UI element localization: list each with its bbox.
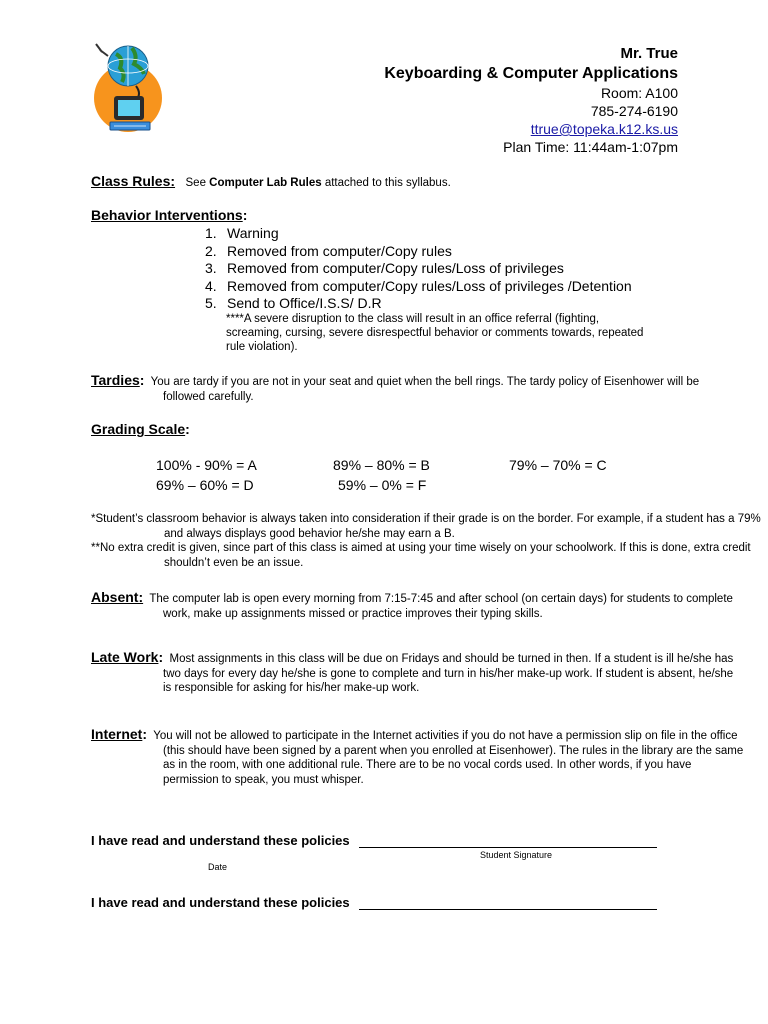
absent-section: Absent: The computer lab is open every morning from 7:15-7:45 and after school (on certain days) for students to complete work, make up assignments missed or practice improves their typing skills.: [91, 589, 733, 620]
grading-note-2: **No extra credit is given, since part of this class is aimed at using your time wisely on your schoolwork. If this is done, extra credit shouldn’t even be an issue.: [91, 542, 751, 569]
teacher-name: Mr. True: [620, 45, 678, 62]
grading-title: Grading Scale:: [91, 421, 190, 437]
late-work-text: Most assignments in this class will be due on Fridays and should be turned in then. If a student is ill he/she has two days for every day he/she is gone to complete and turn in his/her make-up work. If student is absent, he/she is responsible for asking for his/her make-up work.: [163, 653, 734, 694]
grading-note-1: *Student’s classroom behavior is always taken into consideration if their grade is on the border. For example, if a student has a 79% and always displays good behavior he/she may earn a B.: [91, 513, 761, 540]
room-number: Room: A100: [600, 85, 678, 101]
student-signature-label: Student Signature: [480, 850, 553, 860]
student-signature-line[interactable]: [359, 833, 657, 848]
list-item: 1. Warning: [205, 225, 279, 241]
date-label: Date: [208, 862, 228, 872]
globe-computer-logo-icon: [86, 38, 168, 138]
internet-section: Internet: You will not be allowed to participate in the Internet activities if you do not have a permission slip on file in the office (this should have been signed by a parent when you enrolled at Eisenhower). The rules in the library are the same as in the room, with one additional rule. There are to be no vocal cords used. In other words, if you have permission to speak, you must whisper.: [91, 726, 744, 786]
list-item: 3. Removed from computer/Copy rules/Loss of privileges: [205, 260, 564, 276]
behavior-note: ****A severe disruption to the class will result in an office referral (fighting, screaming, cursing, severe disrespectful behavior or comments towards, repeated rule violation).: [226, 313, 644, 353]
list-item: 4. Removed from computer/Copy rules/Loss of privileges /Detention: [205, 277, 632, 294]
tardies-section: Tardies: You are tardy if you are not in your seat and quiet when the bell rings. The tardy policy of Eisenhower will be followed carefully.: [91, 372, 700, 403]
class-rules-section: [91, 173, 691, 191]
signature-statement-1: I have read and understand these policies: [91, 833, 657, 848]
absent-text: The computer lab is open every morning from 7:15-7:45 and after school (on certain days) for students to complete work, make up assignments missed or practice improves their typing skills.: [149, 593, 733, 620]
parent-signature-line[interactable]: [359, 895, 657, 910]
late-work-section: Late Work: Most assignments in this class will be due on Fridays and should be turned in then. If a student is ill he/she has two days for every day he/she is gone to complete and turn in his/her make-up work. If student is absent, he/she is responsible for asking for his/her make-up work.: [91, 649, 734, 694]
email-link[interactable]: ttrue@topeka.k12.ks.us: [530, 121, 678, 137]
phone-number: 785-274-6190: [590, 103, 678, 119]
plan-time: Plan Time: 11:44am-1:07pm: [503, 139, 678, 155]
list-item: 2. Removed from computer/Copy rules: [205, 242, 452, 259]
course-title: Keyboarding & Computer Applications: [384, 65, 678, 82]
grade-c: 79% – 70% = C: [509, 457, 607, 473]
list-item: 5. Send to Office/I.S.S/ D.R: [205, 295, 382, 311]
class-rules-title: Class Rules:: [91, 173, 176, 189]
class-rules-text: See Computer Lab Rules attached to this syllabus.: [185, 177, 451, 189]
grade-b: 89% – 80% = B: [333, 457, 430, 473]
grade-d: 69% – 60% = D: [156, 477, 254, 493]
internet-text: You will not be allowed to participate in the Internet activities if you do not have a permission slip on file in the office (this should have been signed by a parent when you enrolled at Eisenhower). The rules in the library are the same as in the room, with one additional rule. There are to be no vocal cords used. In other words, if you have permission to speak, you must whisper.: [153, 730, 744, 786]
teacher-header: [384, 44, 678, 156]
behavior-list: [205, 225, 632, 313]
grade-f: 59% – 0% = F: [338, 477, 427, 493]
tardies-text: You are tardy if you are not in your seat and quiet when the bell rings. The tardy policy of Eisenhower will be followed carefully.: [150, 376, 700, 403]
grade-a: 100% - 90% = A: [156, 457, 257, 473]
behavior-title: Behavior Interventions:: [91, 207, 248, 223]
signature-statement-2: I have read and understand these policies: [91, 895, 657, 910]
